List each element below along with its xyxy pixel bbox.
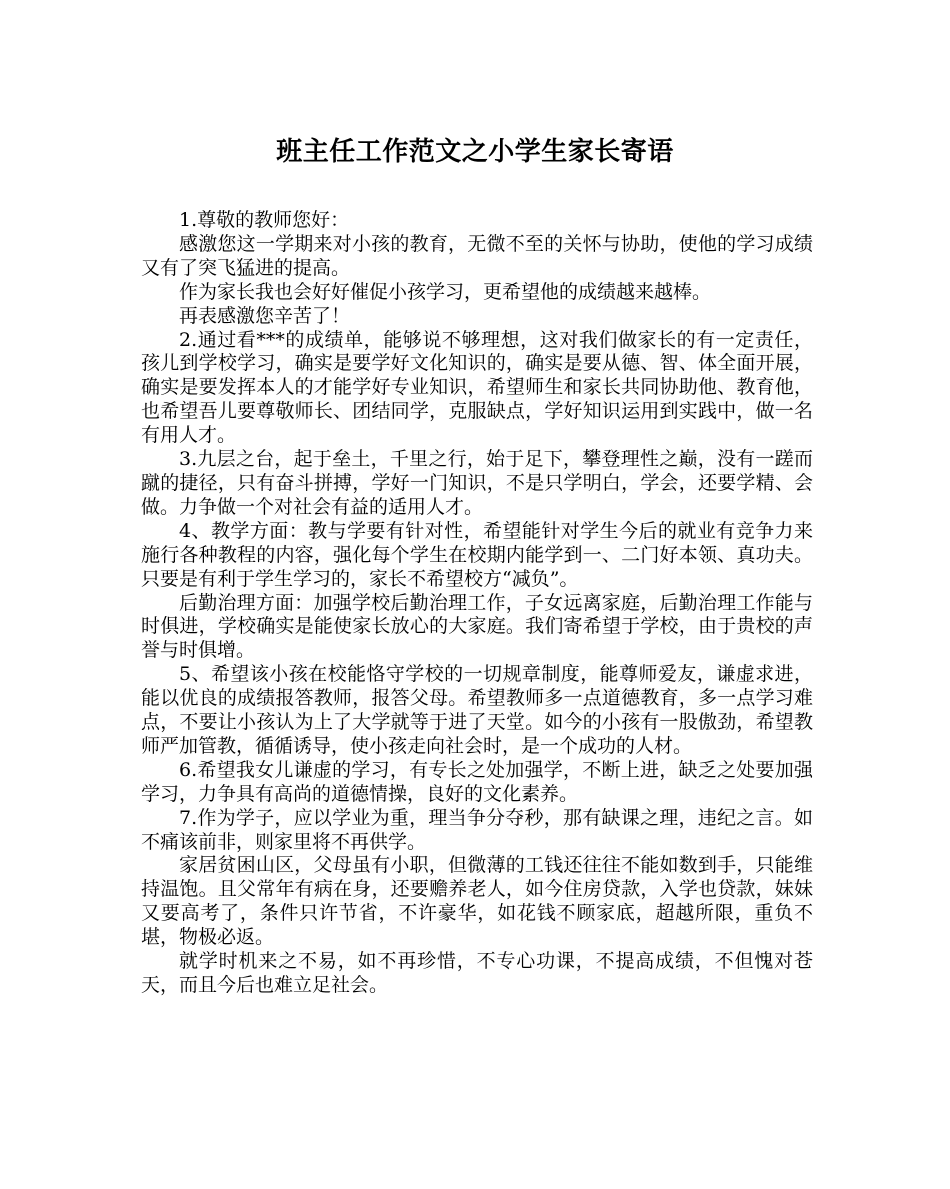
paragraph: 家居贫困山区，父母虽有小职，但微薄的工钱还往往不能如数到手，只能维持温饱。且父常年有病在身，还要赡养老人，如今住房贷款，入学也贷款，妹妹又要高考了，条件只许节省，不许豪华，如花钱不顾家底，超越所限，重负不堪，物极必返。 (141, 854, 813, 949)
paragraph: 再表感激您辛苦了！ (179, 304, 351, 327)
paragraph: 4、教学方面：教与学要有针对性，希望能针对学生今后的就业有竞争力来施行各种教程的内容，强化每个学生在校期内能学到一、二门好本领、真功夫。只要是有利于学生学习的，家长不希望校方“减负”。 (141, 519, 813, 590)
paragraph: 5、希望该小孩在校能恪守学校的一切规章制度，能尊师爱友，谦虚求进，能以优良的成绩报答教师，报答父母。希望教师多一点道德教育，多一点学习难点，不要让小孩认为上了大学就等于进了天堂。如今的小孩有一股傲劲，希望教师严加管教，循循诱导，使小孩走向社会时，是一个成功的人材。 (141, 663, 813, 757)
paragraph: 2.通过看***的成绩单，能够说不够理想，这对我们做家长的有一定责任，孩儿到学校学习，确实是要学好文化知识的，确实是要从德、智、体全面开展，确实是要发挥本人的才能学好专业知识，希望师生和家长共同协助他、教育他，也希望吾儿要尊敬师长、团结同学，克服缺点，学好知识运用到实践中，做一名有用人才。 (141, 328, 813, 447)
paragraph: 6.希望我女儿谦虚的学习，有专长之处加强学，不断上进，缺乏之处要加强学习，力争具有高尚的道德情操，良好的文化素养。 (141, 758, 813, 805)
paragraph: 1.尊敬的教师您好： (179, 209, 350, 231)
paragraph: 后勤治理方面：加强学校后勤治理工作，子女远离家庭，后勤治理工作能与时俱进，学校确实是能使家长放心的大家庭。我们寄希望于学校，由于贵校的声誉与时俱增。 (141, 591, 813, 662)
paragraph: 3.九层之台，起于垒土，千里之行，始于足下，攀登理性之巅，没有一蹉而蹴的捷径，只有奋斗拼搏，学好一门知识，不是只学明白，学会，还要学精、会做。力争做一个对社会有益的适用人才。 (141, 448, 813, 518)
paragraph: 7.作为学子，应以学业为重，理当争分夺秒，那有缺课之理，违纪之言。如不痛该前非，则家里将不再供学。 (141, 806, 813, 853)
paragraph: 作为家长我也会好好催促小孩学习，更希望他的成绩越来越棒。 (179, 280, 712, 303)
paragraph: 就学时机来之不易，如不再珍惜，不专心功课，不提高成绩，不但愧对苍天，而且今后也难立足社会。 (141, 950, 813, 996)
document-body (141, 209, 813, 998)
document-title: 班主任工作范文之小学生家长寄语 (276, 137, 674, 167)
paragraph: 感激您这一学期来对小孩的教育，无微不至的关怀与协助，使他的学习成绩又有了突飞猛进的提高。 (141, 232, 813, 279)
